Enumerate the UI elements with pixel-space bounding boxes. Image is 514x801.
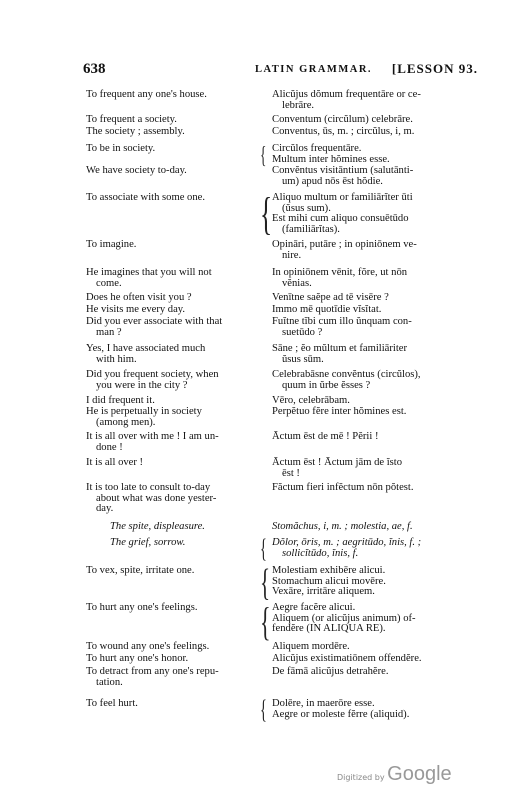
latin-translation (272, 344, 468, 365)
english-phrase (86, 127, 264, 138)
page-number: 638 (83, 61, 106, 77)
latin-line: Circŭlos frequentāre. (272, 143, 362, 154)
english-phrase (86, 90, 264, 101)
latin-line: Stomachum alicui movēre. (272, 575, 386, 587)
latin-line: Venītne saĕpe ad tē visēre ? (272, 292, 389, 303)
lesson-label: [LESSON 93. (391, 61, 478, 76)
english-phrase (86, 240, 264, 251)
latin-line: Conventus, ūs, m. ; circŭlus, i, m. (272, 126, 415, 137)
brace-mark: { (260, 695, 267, 724)
latin-translation (272, 396, 468, 407)
latin-translation (272, 603, 468, 635)
latin-translation (272, 115, 468, 126)
latin-line: Stomăchus, i, m. ; molestia, ae, f. (272, 521, 413, 532)
latin-line: nire. (282, 249, 302, 261)
english-line: He visits me every day. (86, 304, 186, 315)
latin-line: suetūdo ? (282, 326, 323, 338)
latin-translation (272, 268, 468, 289)
english-phrase (86, 458, 264, 469)
english-line: Did you frequent society, when (86, 369, 219, 380)
latin-line: Alicŭjus dŏmum frequentāre or ce- (272, 89, 421, 100)
english-line: He imagines that you will not (86, 267, 212, 278)
latin-line: quum in ŭrbe ĕsses ? (282, 379, 371, 391)
brace-mark: { (260, 599, 271, 644)
latin-line: Molestiam exhibēre alicui. (272, 565, 386, 576)
english-line: The grief, sorrow. (110, 537, 186, 548)
english-line: It is too late to consult to-day (86, 482, 211, 493)
english-phrase (86, 642, 264, 653)
english-line: (among men). (96, 416, 156, 428)
brace-mark: { (260, 534, 267, 563)
english-line: To feel hurt. (86, 698, 138, 709)
latin-line: (familiārĭtas). (282, 223, 340, 235)
english-phrase (86, 268, 264, 289)
latin-line: Dŏlor, ōris, m. ; aegritūdo, ĭnis, f. ; (272, 537, 422, 548)
latin-line: Dolēre, in maerōre esse. (272, 698, 375, 709)
english-phrase (86, 483, 264, 515)
english-line: To associate with some one. (86, 192, 205, 203)
latin-translation (272, 699, 468, 720)
english-phrase (86, 522, 288, 533)
english-line: Did you ever associate with that (86, 316, 223, 327)
watermark-brand: Google (387, 763, 452, 785)
latin-line: In opiniōnem vēnit, fŏre, ut nōn (272, 267, 408, 278)
english-line: We have society to-day. (86, 165, 187, 176)
latin-line: um) apud nōs ēst hŏdie. (282, 175, 383, 187)
english-phrase (86, 667, 264, 688)
page-header (83, 61, 478, 79)
latin-translation (272, 566, 468, 598)
english-line: To be in society. (86, 143, 156, 154)
latin-translation (272, 293, 468, 304)
english-line: you were in the city ? (96, 379, 188, 391)
latin-translation (272, 458, 468, 479)
brace-mark: { (260, 143, 267, 169)
brace-mark: { (260, 188, 273, 239)
latin-translation (272, 127, 468, 138)
english-line: Does he often visit you ? (86, 292, 192, 303)
latin-translation (272, 193, 468, 235)
english-phrase (86, 603, 264, 614)
english-phrase (86, 293, 264, 304)
english-line: with him. (96, 353, 137, 365)
watermark-prefix: Digitized by (337, 773, 385, 782)
latin-translation (272, 522, 468, 533)
english-line: man ? (96, 326, 122, 338)
english-phrase (86, 432, 264, 453)
english-line: It is all over ! (86, 457, 144, 468)
english-line: To vex, spite, irritate one. (86, 565, 195, 576)
english-phrase (86, 193, 264, 204)
english-phrase (86, 166, 264, 177)
english-line: The society ; assembly. (86, 126, 185, 137)
english-line: Yes, I have associated much (86, 343, 206, 354)
running-title: LATIN GRAMMAR. (255, 64, 373, 75)
latin-translation (272, 90, 468, 111)
english-line: The spite, displeasure. (110, 521, 205, 532)
english-line: done ! (96, 441, 123, 453)
english-line: To imagine. (86, 239, 137, 250)
english-phrase (86, 115, 264, 126)
english-phrase (86, 144, 264, 155)
latin-line: Opināri, putāre ; in opiniōnem ve- (272, 239, 417, 250)
english-line: tation. (96, 676, 123, 688)
latin-translation (272, 642, 468, 653)
latin-line: fendĕre (IN ALIQUA RE). (272, 623, 386, 634)
latin-line: Āctum ēst ! Āctum jām de ĭsto (272, 457, 403, 468)
latin-line: Aliquo multum or familiārĭter ūti (272, 192, 413, 203)
latin-line: Āctum ēst de mē ! Pĕrii ! (272, 431, 379, 442)
english-line: To detract from any one's repu- (86, 666, 219, 677)
latin-translation (272, 407, 468, 418)
latin-translation (272, 538, 468, 559)
latin-translation (272, 166, 468, 187)
latin-line: Perpĕtuo fĕre inter hŏmines est. (272, 406, 407, 417)
english-phrase (86, 317, 264, 338)
english-phrase (86, 699, 264, 710)
latin-line: De fāmā alicŭjus detrahĕre. (272, 666, 389, 677)
english-line: come. (96, 277, 122, 289)
english-line: To frequent a society. (86, 114, 177, 125)
latin-translation (272, 654, 468, 665)
latin-translation (272, 667, 468, 678)
latin-line: Celebrabāsne convĕntus (circŭlos), (272, 369, 421, 380)
latin-line: Vēro, celebrābam. (272, 395, 350, 406)
latin-line: Immo mē quotīdie vĭsĭtat. (272, 304, 382, 315)
brace-mark: { (260, 562, 271, 604)
english-line: He is perpetually in society (86, 406, 202, 417)
latin-translation (272, 305, 468, 316)
latin-translation (272, 432, 468, 443)
latin-line: Sāne ; ĕo mŭltum et familiāriter (272, 343, 408, 354)
latin-line: sollicĭtūdo, ĭnis, f. (282, 547, 359, 559)
latin-line: Aegre or moleste fĕrre (aliquid). (272, 708, 410, 720)
english-line: I did frequent it. (86, 395, 155, 406)
english-line: about what was done yester- (96, 492, 217, 504)
english-phrase (86, 370, 264, 391)
latin-line: Aliquem mordēre. (272, 641, 350, 652)
english-line: It is all over with me ! I am un- (86, 431, 219, 442)
english-phrase (86, 305, 264, 316)
latin-translation (272, 144, 468, 165)
latin-translation (272, 317, 468, 338)
english-line: To hurt any one's feelings. (86, 602, 198, 613)
latin-line: Fuĭtne tĭbi cum illo ŭnquam con- (272, 316, 412, 327)
english-line: To wound any one's feelings. (86, 641, 210, 652)
latin-line: Vexāre, irritāre aliquem. (272, 586, 375, 597)
latin-line: Aegre facĕre alicui. (272, 602, 356, 613)
english-phrase (86, 396, 264, 407)
english-phrase (86, 407, 264, 428)
latin-line: vĕnias. (282, 277, 312, 289)
latin-translation (272, 483, 468, 494)
english-phrase (86, 654, 264, 665)
latin-line: ēst ! (282, 467, 300, 479)
latin-line: (ŭsus sum). (282, 202, 331, 214)
latin-line: Convĕntus visitāntium (salutānti- (272, 165, 414, 176)
latin-line: Conventum (circŭlum) celebrāre. (272, 114, 413, 125)
english-phrase (86, 566, 264, 577)
watermark (337, 763, 452, 786)
english-phrase (86, 344, 264, 365)
latin-line: Făctum fieri infĕctum nōn pŏtest. (272, 482, 414, 493)
english-line: day. (96, 503, 114, 514)
latin-translation (272, 370, 468, 391)
latin-line: Est mihi cum aliquo consuētūdo (272, 213, 409, 224)
english-phrase (86, 538, 288, 549)
latin-line: lebrāre. (282, 99, 315, 111)
english-line: To frequent any one's house. (86, 89, 207, 100)
latin-line: ŭsus sūm. (282, 353, 324, 365)
latin-line: Alicŭjus existimatiōnem offendĕre. (272, 653, 422, 664)
latin-translation (272, 240, 468, 261)
latin-line: Multum inter hŏmines esse. (272, 153, 390, 165)
latin-line: Aliquem (or alicŭjus animum) of- (272, 612, 416, 624)
english-line: To hurt any one's honor. (86, 653, 189, 664)
